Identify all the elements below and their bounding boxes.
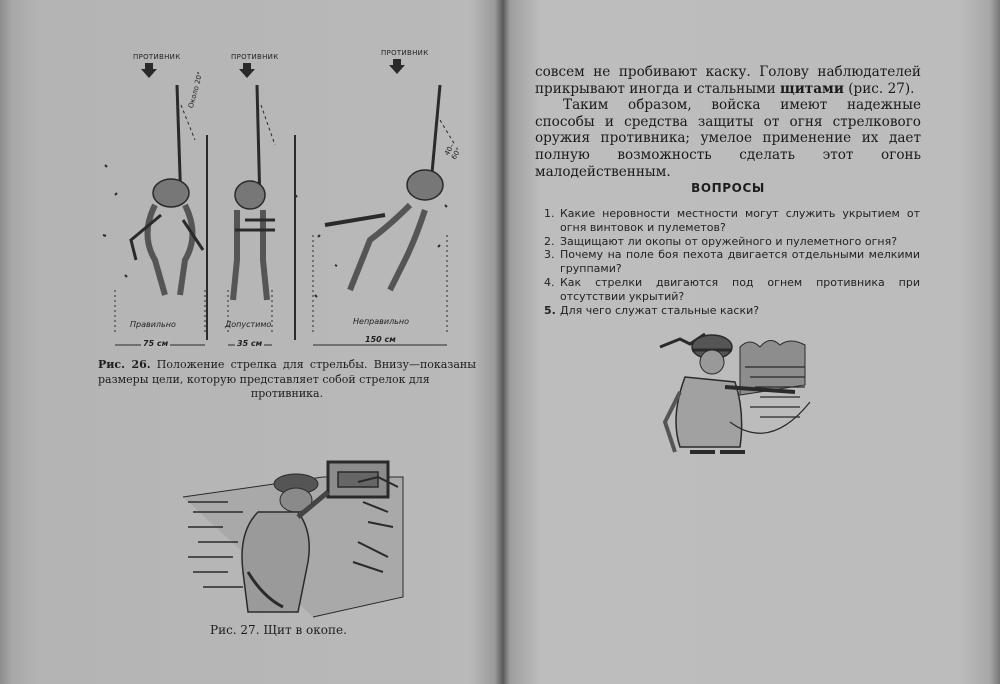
direction-label-2: ПРОТИВНИК xyxy=(231,53,279,61)
paragraph-2: Таким образом, войска имеют надежные способы и средства защиты от огня стрелкового оружия противника; умелое применение их дает полную возможность сделать этот огонь малодейственным. xyxy=(535,97,921,180)
right-page-body xyxy=(535,64,921,180)
paragraph-1-end: (рис. 27). xyxy=(843,80,915,97)
question-number: 1. xyxy=(544,207,555,220)
figure-27-illustration xyxy=(178,432,404,618)
paragraph-1-start: совсем не пробивают каску. Голову наблюдателей прикрывают иногда и стальными xyxy=(535,64,921,97)
figure-27-caption: Рис. 27. Щит в окопе. xyxy=(210,623,347,637)
direction-label-3: ПРОТИВНИК xyxy=(381,49,429,57)
question-text: Почему на поле боя пехота двигается отдельными мелкими группами? xyxy=(560,248,920,276)
dimension-label-1: 75 см xyxy=(143,339,169,348)
paragraph-1 xyxy=(535,64,921,97)
dimension-label-3: 150 см xyxy=(365,335,396,344)
figure-27 xyxy=(178,432,404,618)
paragraph-1-bold: щитами xyxy=(780,80,844,97)
question-item xyxy=(544,207,920,235)
question-item xyxy=(544,235,920,249)
figure-26-caption-tail: противника. xyxy=(250,387,324,400)
position-label-correct: Правильно xyxy=(130,320,176,329)
question-number: 4. xyxy=(544,275,555,289)
question-text: Как стрелки двигаются под огнем противника при отсутствии укрытий? xyxy=(560,275,920,303)
question-item xyxy=(544,248,920,276)
angle-label-2: 40–60° xyxy=(443,142,464,161)
figure-26-caption-label: Рис. 26. xyxy=(98,358,151,371)
figure-26 xyxy=(85,45,465,355)
question-text: Для чего служат стальные каски? xyxy=(560,303,760,317)
direction-label-1: ПРОТИВНИК xyxy=(133,53,181,61)
position-label-acceptable: Допустимо xyxy=(225,320,272,329)
question-text: Защищают ли окопы от оружейного и пулеметного огня? xyxy=(560,234,898,248)
question-number: 3. xyxy=(544,248,555,262)
question-item xyxy=(544,304,920,318)
position-label-incorrect: Неправильно xyxy=(353,317,410,326)
questions-list xyxy=(544,207,920,317)
dimension-label-2: 35 см xyxy=(237,339,263,348)
helmet-soldier-illustration xyxy=(650,322,820,462)
question-number: 2. xyxy=(544,234,555,248)
figure-26-caption-text: Положение стрелка для стрельбы. Внизу—показаны размеры цели, которую представляет собой стрелок для xyxy=(98,358,476,386)
figure-26-illustration xyxy=(85,45,465,355)
question-text: Какие неровности местности могут служить укрытием от огня винтовок и пулеметов? xyxy=(560,207,920,234)
angle-label-1: Около 20° xyxy=(187,70,205,110)
questions-heading: ВОПРОСЫ xyxy=(691,181,765,195)
question-item xyxy=(544,276,920,304)
helmet-soldier-drawing xyxy=(650,322,820,462)
figure-26-caption xyxy=(98,358,476,402)
question-number: 5. xyxy=(544,303,556,317)
